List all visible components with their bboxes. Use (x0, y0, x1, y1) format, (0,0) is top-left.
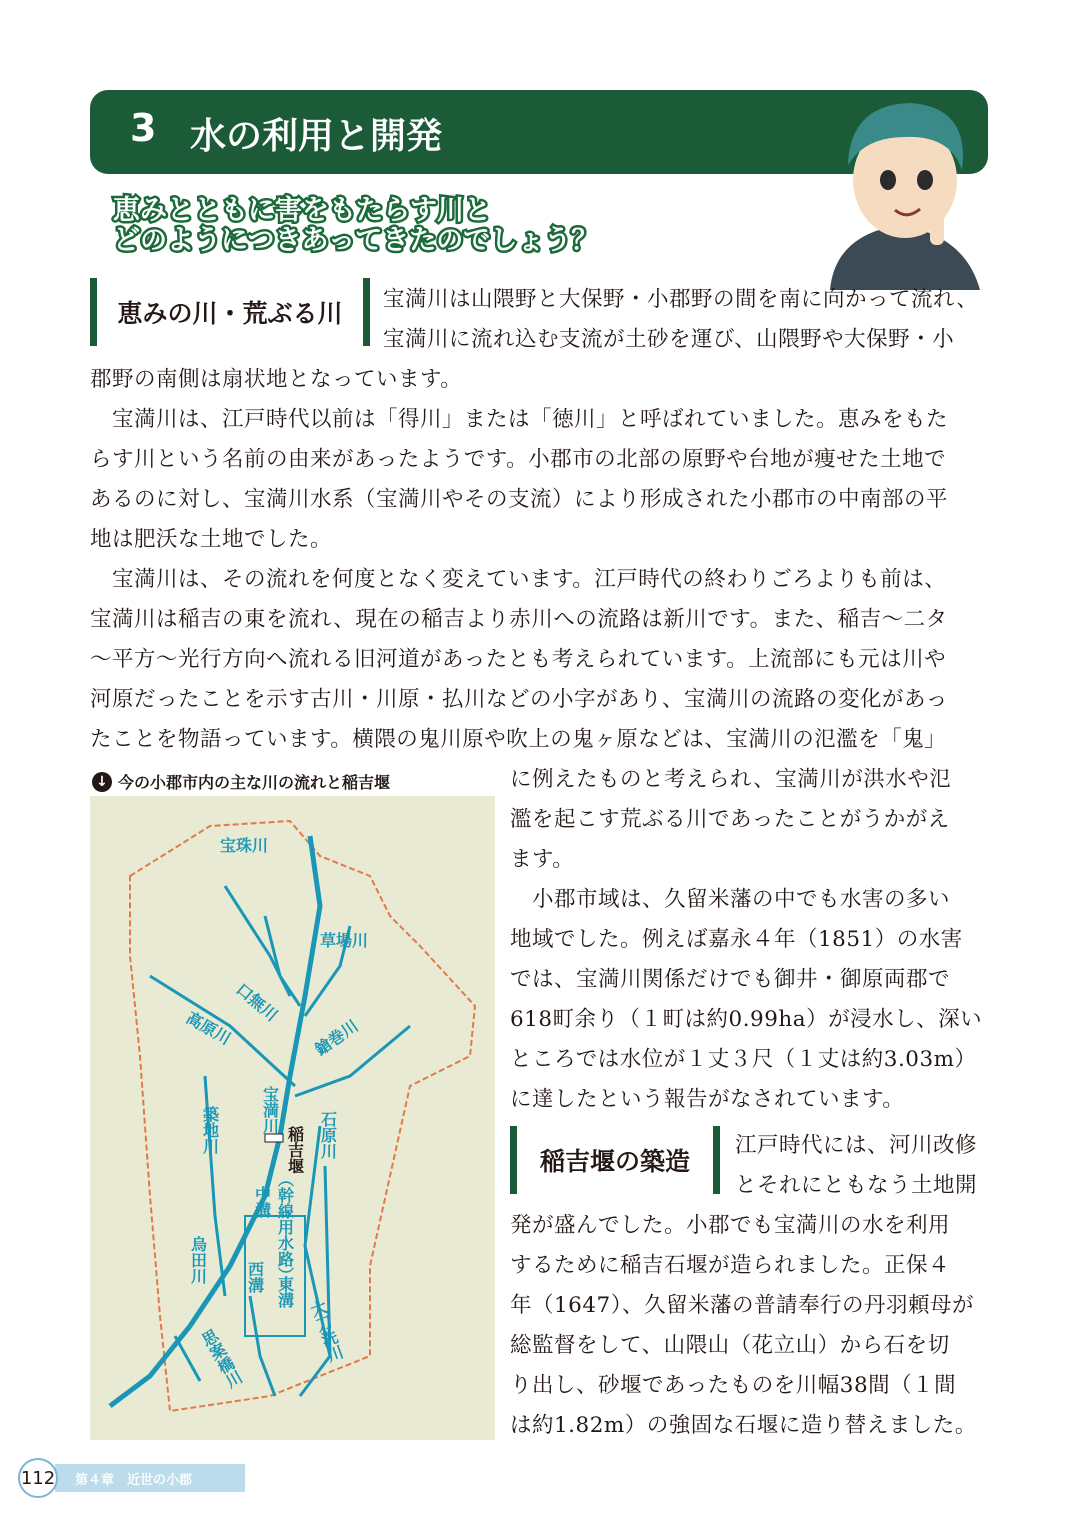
label-chuukou: 中溝 (252, 1186, 272, 1218)
intro-paragraph (383, 280, 978, 360)
text-line: ところでは水位が１丈３尺（１丈は約3.03m） (510, 1047, 977, 1072)
text-line: 総監督をして、山隈山（花立山）から石を切 (510, 1333, 950, 1358)
label-takahara: 高原川 (183, 1008, 235, 1049)
text-line: に達したという報告がなされています。 (510, 1087, 905, 1112)
river-map (90, 796, 495, 1440)
map-caption (92, 770, 390, 793)
text-line: 宝満川は稲吉の東を流れ、現在の稲吉より赤川への流路は新川です。また、稲吉〜二タ (90, 607, 948, 632)
page-number: 112 (18, 1458, 58, 1498)
text-line: 地は肥沃な土地でした。 (90, 527, 333, 552)
text-line: 618町余り（１町は約0.99ha）が浸水し、深い (510, 1007, 983, 1032)
label-housyu: 宝珠川 (220, 836, 269, 855)
heading2-side-text (735, 1126, 977, 1206)
text-line: とそれにともなう土地開 (735, 1173, 978, 1198)
text-line: 宝満川は、その流れを何度となく変えています。江戸時代の終わりごろよりも前は、 (90, 567, 947, 592)
mascot-illustration (810, 85, 990, 290)
label-kusaba: 草場川 (320, 931, 369, 950)
question-line-2: どのようにつきあってきたのでしょう？ (113, 225, 599, 256)
label-shian: 思案橋川 (196, 1326, 246, 1392)
right-column-paragraph (510, 760, 982, 1120)
label-ishihara: 石原川 (318, 1111, 338, 1159)
text-line: 年（1647）、久留米藩の普請奉行の丹羽頼母が (510, 1293, 974, 1318)
city-boundary (130, 821, 475, 1411)
label-kuchinashi: 口無川 (232, 979, 282, 1025)
text-line: 河原だったことを示す古川・川原・払川などの小字があり、宝満川の流路の変化があっ (90, 687, 948, 712)
text-line: り出し、砂堰であったものを川幅38間（１間 (510, 1373, 957, 1398)
intro-line: 宝満川に流れ込む支流が土砂を運び、山隈野や大保野・小 (383, 327, 955, 352)
text-line: 郡野の南側は扇状地となっています。 (90, 367, 463, 392)
map-caption-text: 今の小郡市内の主な川の流れと稲吉堰 (118, 773, 391, 792)
inayoshi-weir-marker (265, 1134, 283, 1142)
chapter-label: 第４章 近世の小郡 (75, 1473, 193, 1488)
text-line: 発が盛んでした。小郡でも宝満川の水を利用 (510, 1213, 951, 1238)
text-line: するために稲吉石堰が造られました。正保４ (510, 1253, 951, 1278)
text-line: 小郡市域は、久留米藩の中でも水害の多い (510, 887, 951, 912)
text-line: あるのに対し、宝満川水系（宝満川やその支流）により形成された小郡市の中南部の平 (90, 487, 949, 512)
section-title: 水の利用と開発 (190, 116, 443, 157)
question-line-1: 恵みとともに害をもたらす川と (113, 195, 491, 226)
guiding-question (113, 196, 598, 256)
main-paragraph (90, 360, 948, 760)
text-line: らす川という名前の由来があったようです。小郡市の北部の原野や台地が痩せた土地で (90, 447, 947, 472)
heading-megumi: 恵みの川・荒ぶる川 (90, 278, 370, 346)
label-tachiarai: 大刀洗川 (306, 1297, 346, 1365)
down-arrow-icon: ↓ (92, 772, 112, 792)
label-houman: 宝満川 (260, 1086, 280, 1134)
text-line: では、宝満川関係だけでも御井・御原両郡で (510, 967, 951, 992)
label-tsukiji: 築地川 (200, 1106, 220, 1154)
section-number: 3 (130, 106, 157, 150)
label-kansen: （幹線用水路） (275, 1171, 295, 1283)
text-line: 宝満川は、江戸時代以前は「得川」または「徳川」と呼ばれていました。恵みをもた (90, 407, 949, 432)
text-line: 江戸時代には、河川改修 (735, 1133, 978, 1158)
text-line: 地域でした。例えば嘉永４年（1851）の水害 (510, 927, 963, 952)
label-wamaki: 鎗巻川 (311, 1016, 362, 1060)
label-karasuda: 烏田川 (188, 1236, 208, 1284)
label-toukou: 東溝 (275, 1276, 295, 1308)
heading-inayoshi: 稲吉堰の築造 (510, 1126, 720, 1194)
intro-line: 宝満川は山隈野と大保野・小郡野の間を南に向かって流れ、 (383, 287, 979, 312)
label-inayoshi: 稲吉堰 (285, 1126, 305, 1174)
text-line: は約1.82m）の強固な石堰に造り替えました。 (510, 1413, 977, 1438)
text-line: たことを物語っています。横隈の鬼川原や吹上の鬼ヶ原などは、宝満川の氾濫を「鬼」 (90, 727, 947, 752)
weir-paragraph (510, 1206, 977, 1446)
text-line: 濫を起こす荒ぶる川であったことがうかがえ (510, 807, 950, 832)
text-line: に例えたものと考えられ、宝満川が洪水や氾 (510, 767, 952, 792)
label-seikou: 西溝 (245, 1261, 265, 1293)
text-line: ます。 (510, 847, 575, 872)
text-line: 〜平方〜光行方向へ流れる旧河道があったとも考えられています。上流部にも元は川や (90, 647, 947, 672)
